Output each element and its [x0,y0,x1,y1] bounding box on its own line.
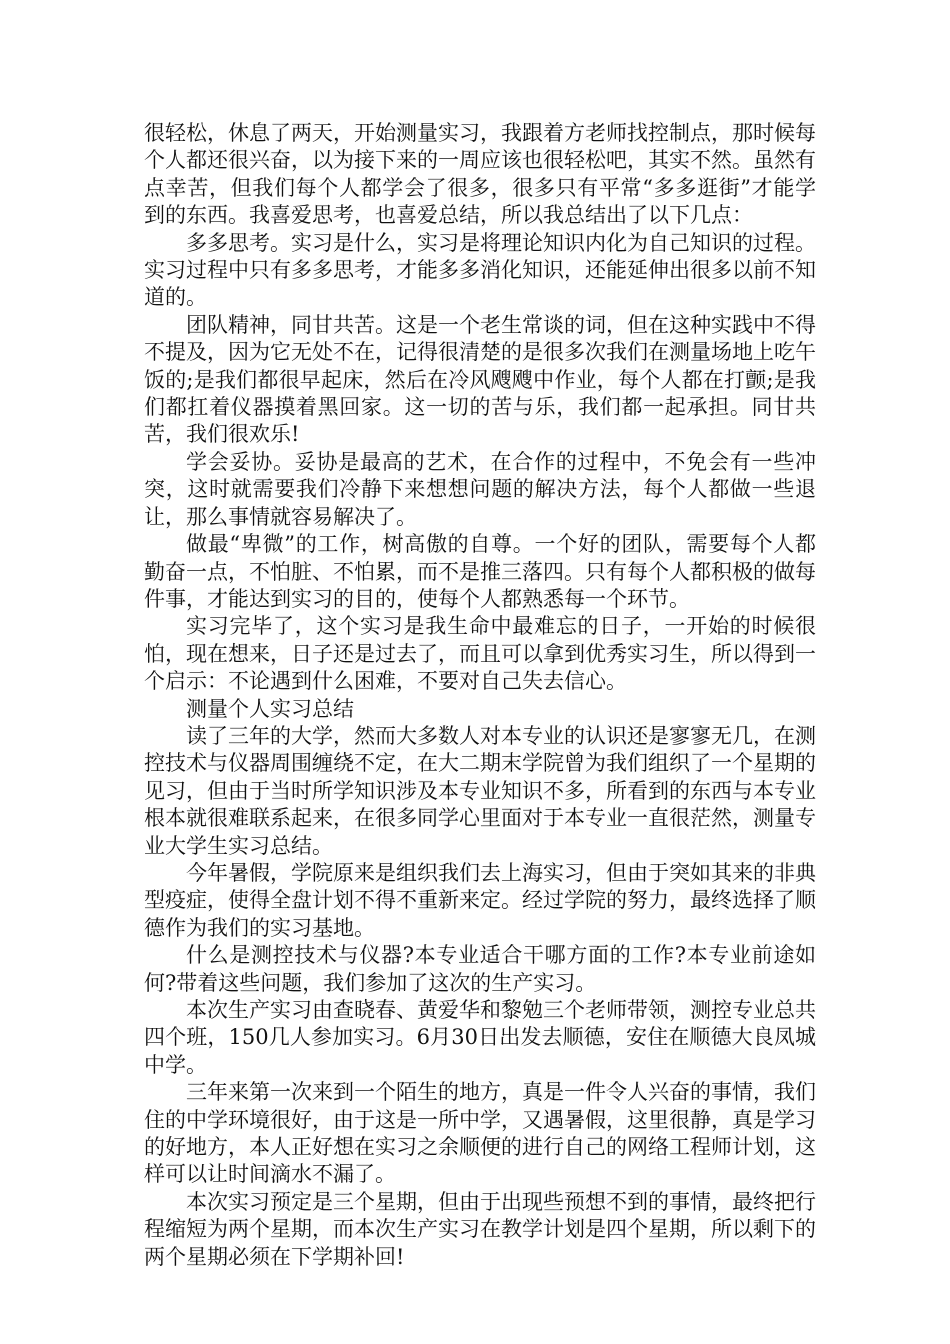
paragraph-questions: 什么是测控技术与仪器?本专业适合干哪方面的工作?本专业前途如何?带着这些问题，我们参加了这次的生产实习。 [144,943,816,995]
paragraph-summer-plan: 今年暑假，学院原来是组织我们去上海实习，但由于突如其来的非典型疫症，使得全盘计划不得不重新来定。经过学院的努力，最终选择了顺德作为我们的实习基地。 [144,860,816,940]
paragraph-schedule: 本次实习预定是三个星期，但由于出现些预想不到的事情，最终把行程缩短为两个星期，而本次生产实习在教学计划是四个星期，所以剩下的两个星期必须在下学期补回! [144,1189,816,1269]
paragraph-think-more: 多多思考。实习是什么，实习是将理论知识内化为自己知识的过程。实习过程中只有多多思考，才能多多消化知识，还能延伸出很多以前不知道的。 [144,230,816,310]
paragraph-team-spirit: 团队精神，同甘共苦。这是一个老生常谈的词，但在这种实践中不得不提及，因为它无处不在，记得很清楚的是很多次我们在测量场地上吃午饭的;是我们都很早起床，然后在冷风飕飕中作业，每个人都在打颤;是我们都扛着仪器摸着黑回家。这一切的苦与乐，我们都一起承担。同甘共苦，我们很欢乐! [144,312,816,447]
paragraph-three-years: 读了三年的大学，然而大多数人对本专业的认识还是寥寥无几，在测控技术与仪器周围缠绕不定，在大二期末学院曾为我们组织了一个星期的见习，但由于当时所学知识涉及本专业知识不多，所看到的东西与本专业根本就很难联系起来，在很多同学心里面对于本专业一直很茫然，测量专业大学生实习总结。 [144,723,816,858]
paragraph-teachers: 本次生产实习由查晓春、黄爱华和黎勉三个老师带领，测控专业总共四个班，150几人参加实习。6月30日出发去顺德，安住在顺德大良凤城中学。 [144,998,816,1077]
section-title: 测量个人实习总结 [186,696,354,721]
paragraph-compromise: 学会妥协。妥协是最高的艺术，在合作的过程中，不免会有一些冲突，这时就需要我们冷静下来想想问题的解决方法，每个人都做一些退让，那么事情就容易解决了。 [144,449,816,529]
document-body [144,120,816,1271]
paragraph-internship-finished: 实习完毕了，这个实习是我生命中最难忘的日子，一开始的时候很怕，现在想来，日子还是过去了，而且可以拿到优秀实习生，所以得到一个启示：不论遇到什么困难，不要对自己失去信心。 [144,614,816,694]
paragraph-new-place: 三年来第一次来到一个陌生的地方，真是一件令人兴奋的事情，我们住的中学环境很好，由于这是一所中学，又遇暑假，这里很静，真是学习的好地方，本人正好想在实习之余顺便的进行自己的网络工程师计划，这样可以让时间滴水不漏了。 [144,1080,816,1187]
paragraph-intro-continuation: 很轻松，休息了两天，开始测量实习，我跟着方老师找控制点，那时候每个人都还很兴奋，以为接下来的一周应该也很轻松吧，其实不然。虽然有点幸苦，但我们每个人都学会了很多，很多只有平常“多多逛街”才能学到的东西。我喜爱思考，也喜爱总结，所以我总结出了以下几点： [144,121,816,228]
paragraph-humble-work: 做最“卑微”的工作，树高傲的自尊。一个好的团队，需要每个人都勤奋一点，不怕脏、不怕累，而不是推三落四。只有每个人都积极的做每件事，才能达到实习的目的，使每个人都熟悉每一个环节。 [144,532,816,611]
